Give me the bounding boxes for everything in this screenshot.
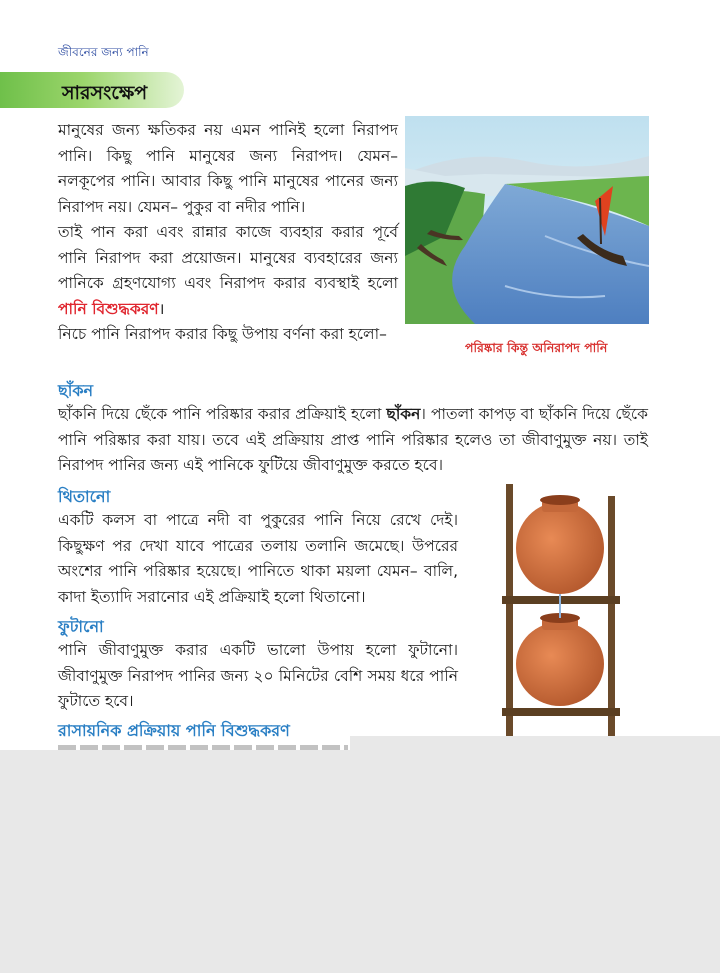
chemical-heading: রাসায়নিক প্রক্রিয়ায় পানি বিশুদ্ধকরণ — [58, 721, 290, 740]
sieve-heading: ছাঁকন — [58, 381, 94, 400]
settle-heading: থিতানো — [58, 487, 111, 506]
river-boat-image — [405, 116, 649, 324]
river-caption: পরিষ্কার কিন্তু অনিরাপদ পানি — [465, 340, 608, 355]
intro-p3: নিচে পানি নিরাপদ করার কিছু উপায় বর্ণনা করা হলো– — [58, 325, 387, 343]
river-illustration — [405, 116, 649, 324]
settle-paragraph: একটি কলস বা পাত্রে নদী বা পুকুরের পানি নিয়ে রেখে দেই। কিছুক্ষণ পর দেখা যাবে পাত্রের তলায় তলানি জমেছে। উপরের অংশের পানি পরিষ্কার হয়েছে। পানিতে থাকা ময়লা যেমন– বালি, কাদা ইত্যাদি সরানোর এই প্রক্রিয়াই হলো থিতানো। — [58, 511, 458, 606]
boil-heading: ফুটানো — [58, 617, 104, 636]
sieve-paragraph: ছাঁকনি দিয়ে ছেঁকে পানি পরিষ্কার করার প্রক্রিয়াই হলো ছাঁকন। পাতলা কাপড় বা ছাঁকনি দিয়ে ছেঁকে পানি পরিষ্কার করা যায়। তবে এই প্রক্রিয়ায় প্রাপ্ত পানি পরিষ্কার হলেও তা জীবাণুমুক্ত নয়। তাই নিরাপদ পানির জন্য এই পানিকে ফুটিয়ে জীবাণুমুক্ত করতে হবে। — [58, 405, 649, 474]
intro-p2: তাই পান করা এবং রান্নার কাজে ব্যবহার করার পূর্বে পানি নিরাপদ করা প্রয়োজন। মানুষের ব্যবহারের জন্য পানিকে গ্রহণযোগ্য এবং নিরাপদ করার ব্যবস্থাই হলো পানি বিশুদ্ধকরণ। — [58, 223, 398, 318]
purification-term: পানি বিশুদ্ধকরণ — [58, 299, 159, 318]
boil-paragraph: পানি জীবাণুমুক্ত করার একটি ভালো উপায় হলো ফুটানো। জীবাণুমুক্ত নিরাপদ পানির জন্য ২০ মিনিটের বেশি সময় ধরে পানি ফুটাতে হবে। — [58, 641, 458, 710]
pots-rack-illustration — [490, 478, 640, 738]
screenshot-blank-area-bottom — [0, 750, 720, 973]
sieve-term: ছাঁকন — [386, 405, 421, 423]
intro-p1: মানুষের জন্য ক্ষতিকর নয় এমন পানিই হলো নিরাপদ পানি। কিছু পানি মানুষের জন্য নিরাপদ। যেমন– নলকূপের পানি। আবার কিছু পানি মানুষের পানের জন্য নিরাপদ নয়। যেমন– পুকুর বা নদীর পানি। — [58, 121, 398, 216]
intro-paragraph — [58, 118, 398, 348]
clay-pots-image — [490, 478, 640, 738]
running-title: জীবনের জন্য পানি — [58, 45, 149, 59]
section-title: সারসংক্ষেপ — [62, 82, 148, 104]
